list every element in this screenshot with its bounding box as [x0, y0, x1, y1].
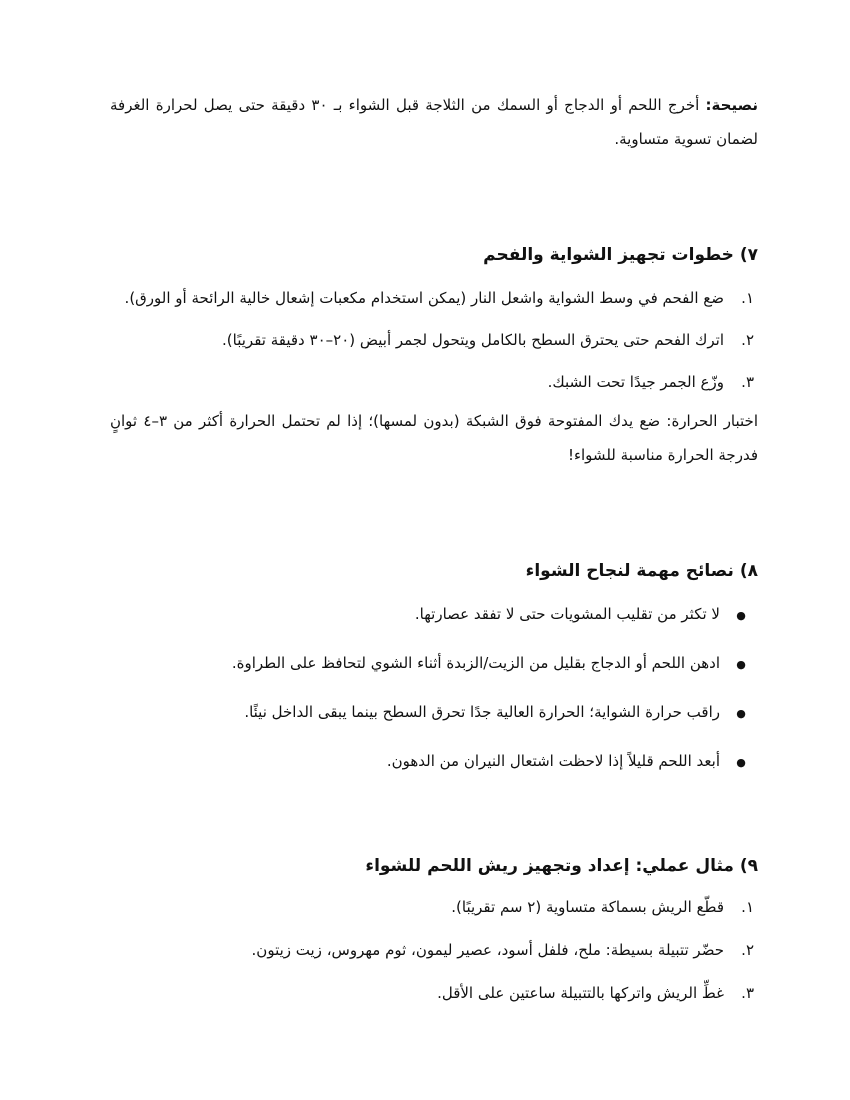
tip-text: أخرج اللحم أو الدجاج أو السمك من الثلاجة قبل الشواء بـ ٣٠ دقيقة حتى يصل لحرارة الغرفة لضمان تسوية متساوية.: [110, 96, 758, 148]
step-number: ١.: [741, 898, 754, 916]
section-9-steps: [110, 893, 758, 1007]
step-text: ضع الفحم في وسط الشواية واشعل النار (يمكن استخدام مكعبات إشعال خالية الرائحة أو الورق).: [124, 289, 724, 307]
bullet-icon: ●: [736, 756, 746, 769]
section-7-title: ٧) خطوات تجهيز الشواية والفحم: [483, 245, 758, 265]
list-item: [110, 600, 758, 630]
list-item: [110, 649, 758, 679]
step-text: غطِّ الريش واتركها بالتتبيلة ساعتين على الأقل.: [437, 984, 724, 1002]
list-item: [110, 747, 758, 777]
step-text: وزّع الجمر جيدًا تحت الشبك.: [547, 373, 724, 391]
section-9-title: ٩) مثال عملي: إعداد وتجهيز ريش اللحم للشواء: [365, 856, 758, 876]
step-text: اترك الفحم حتى يحترق السطح بالكامل ويتحول لجمر أبيض (٢٠–٣٠ دقيقة تقريبًا).: [222, 331, 724, 349]
step-number: ٢.: [741, 331, 754, 349]
list-item: [110, 368, 758, 396]
tip-item-text: لا تكثر من تقليب المشويات حتى لا تفقد عصارتها.: [414, 605, 720, 623]
step-number: ١.: [741, 289, 754, 307]
tip-paragraph: [110, 88, 758, 156]
bullet-icon: ●: [736, 609, 746, 622]
bullet-icon: ●: [736, 658, 746, 671]
bullet-icon: ●: [736, 707, 746, 720]
section-8-title: ٨) نصائح مهمة لنجاح الشواء: [525, 561, 758, 581]
tip-item-text: أبعد اللحم قليلاً إذا لاحظت اشتعال النيران من الدهون.: [386, 752, 720, 770]
tip-lead: نصيحة:: [705, 96, 758, 114]
list-item: [110, 326, 758, 354]
tip-item-text: راقب حرارة الشواية؛ الحرارة العالية جدًا تحرق السطح بينما يبقى الداخل نيئًا.: [244, 703, 720, 721]
list-item: [110, 936, 758, 964]
tip-item-text: ادهن اللحم أو الدجاج بقليل من الزيت/الزبدة أثناء الشوي لتحافظ على الطراوة.: [231, 654, 720, 672]
section-8-tips: [110, 600, 758, 777]
heat-test-note: اختبار الحرارة: ضع يدك المفتوحة فوق الشبكة (بدون لمسها)؛ إذا لم تحتمل الحرارة أكثر من ٣–٤ ثوانٍ فدرجة الحرارة مناسبة للشواء!: [110, 412, 758, 464]
list-item: [110, 284, 758, 312]
step-text: حضّر تتبيلة بسيطة: ملح، فلفل أسود، عصير ليمون، ثوم مهروس، زيت زيتون.: [251, 941, 724, 959]
step-number: ٢.: [741, 941, 754, 959]
step-number: ٣.: [741, 984, 754, 1002]
section-7-steps: [110, 284, 758, 396]
list-item: [110, 698, 758, 728]
list-item: [110, 979, 758, 1007]
step-number: ٣.: [741, 373, 754, 391]
list-item: [110, 893, 758, 921]
step-text: قطّع الريش بسماكة متساوية (٢ سم تقريبًا).: [451, 898, 724, 916]
